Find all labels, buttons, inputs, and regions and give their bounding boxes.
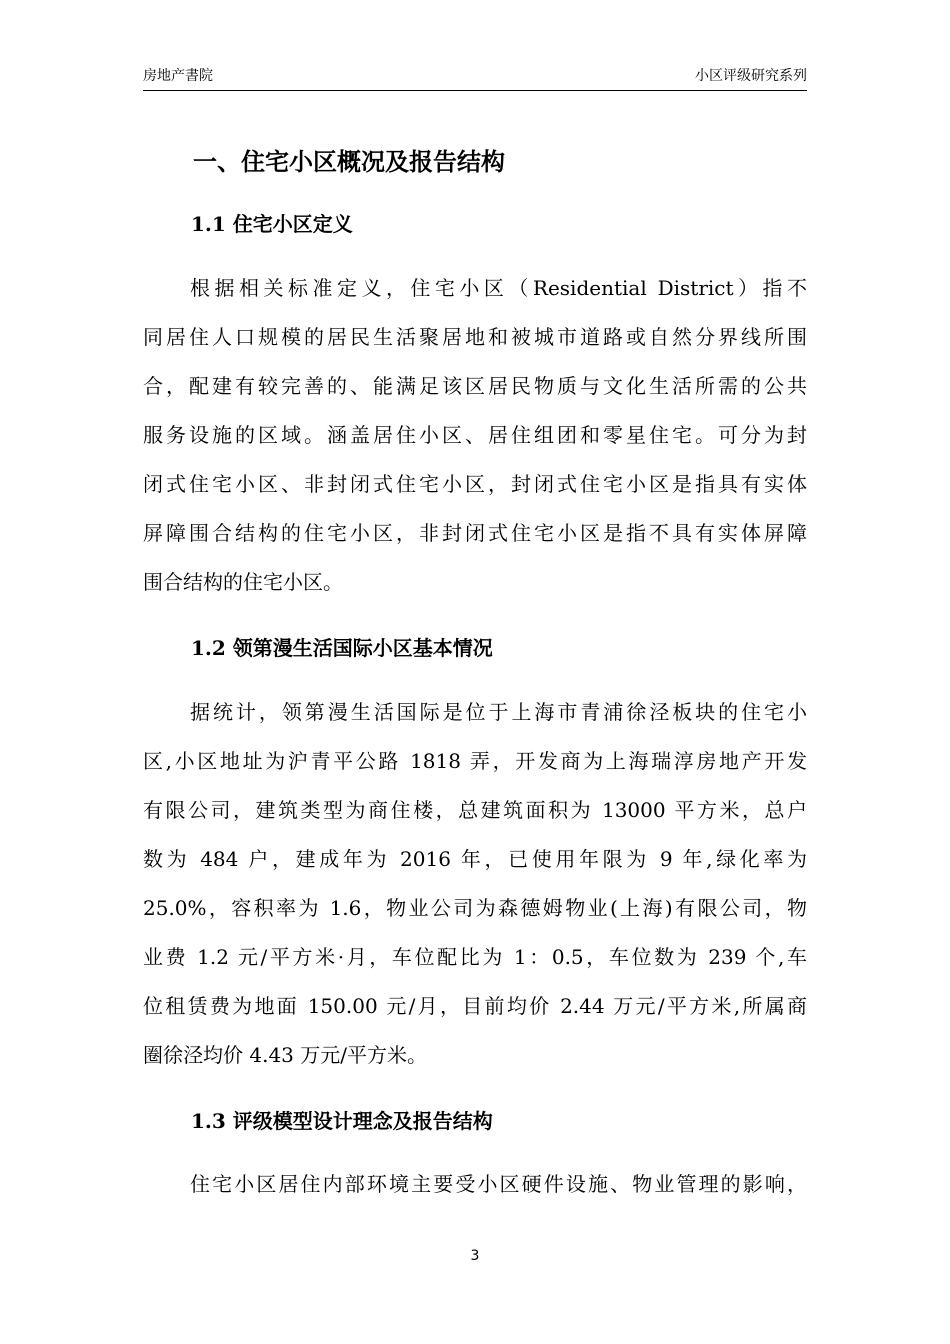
paragraph-line: 区,小区地址为沪青平公路 1818 弄，开发商为上海瑞淳房地产开发 <box>143 749 807 773</box>
paragraph-line: 服务设施的区域。涵盖居住小区、居住组团和零星住宅。可分为封 <box>143 423 807 447</box>
subsection-title-1-2: 1.2 领第漫生活国际小区基本情况 <box>191 636 493 660</box>
paragraph-line: 位租赁费为地面 150.00 元/月，目前均价 2.44 万元/平方米,所属商 <box>143 994 807 1018</box>
page-number: 3 <box>470 1248 480 1264</box>
header-right-title: 小区评级研究系列 <box>695 68 807 84</box>
header-left-title: 房地产書院 <box>143 68 213 84</box>
paragraph-line: 数为 484 户，建成年为 2016 年，已使用年限为 9 年,绿化率为 <box>143 847 807 871</box>
paragraph-line: 屏障围合结构的住宅小区，非封闭式住宅小区是指不具有实体屏障 <box>143 521 807 545</box>
paragraph-line: 合，配建有较完善的、能满足该区居民物质与文化生活所需的公共 <box>143 374 807 398</box>
paragraph-definition <box>143 264 807 607</box>
paragraph-line: 圈徐泾均价 4.43 万元/平方米。 <box>143 1043 427 1067</box>
subsection-title-1-1: 1.1 住宅小区定义 <box>191 212 353 236</box>
subsection-title-1-3: 1.3 评级模型设计理念及报告结构 <box>191 1109 493 1133</box>
paragraph-line: 根据相关标准定义，住宅小区（Residential District）指不 <box>190 276 807 300</box>
paragraph-line: 同居住人口规模的居民生活聚居地和被城市道路或自然分界线所围 <box>143 325 807 349</box>
header-divider <box>143 90 807 91</box>
paragraph-line: 住宅小区居住内部环境主要受小区硬件设施、物业管理的影响， <box>190 1172 807 1196</box>
paragraph-model-design <box>143 1160 807 1209</box>
paragraph-line: 业费 1.2 元/平方米·月，车位配比为 1：0.5，车位数为 239 个,车 <box>143 945 807 969</box>
paragraph-line: 闭式住宅小区、非封闭式住宅小区，封闭式住宅小区是指具有实体 <box>143 472 807 496</box>
paragraph-line: 有限公司，建筑类型为商住楼，总建筑面积为 13000 平方米，总户 <box>143 798 807 822</box>
paragraph-line: 25.0%，容积率为 1.6，物业公司为森德姆物业(上海)有限公司，物 <box>143 896 807 920</box>
paragraph-line: 据统计，领第漫生活国际是位于上海市青浦徐泾板块的住宅小 <box>190 700 807 724</box>
paragraph-line: 围合结构的住宅小区。 <box>143 570 343 594</box>
section-title: 一、住宅小区概况及报告结构 <box>193 147 505 176</box>
paragraph-basic-info <box>143 688 807 1080</box>
